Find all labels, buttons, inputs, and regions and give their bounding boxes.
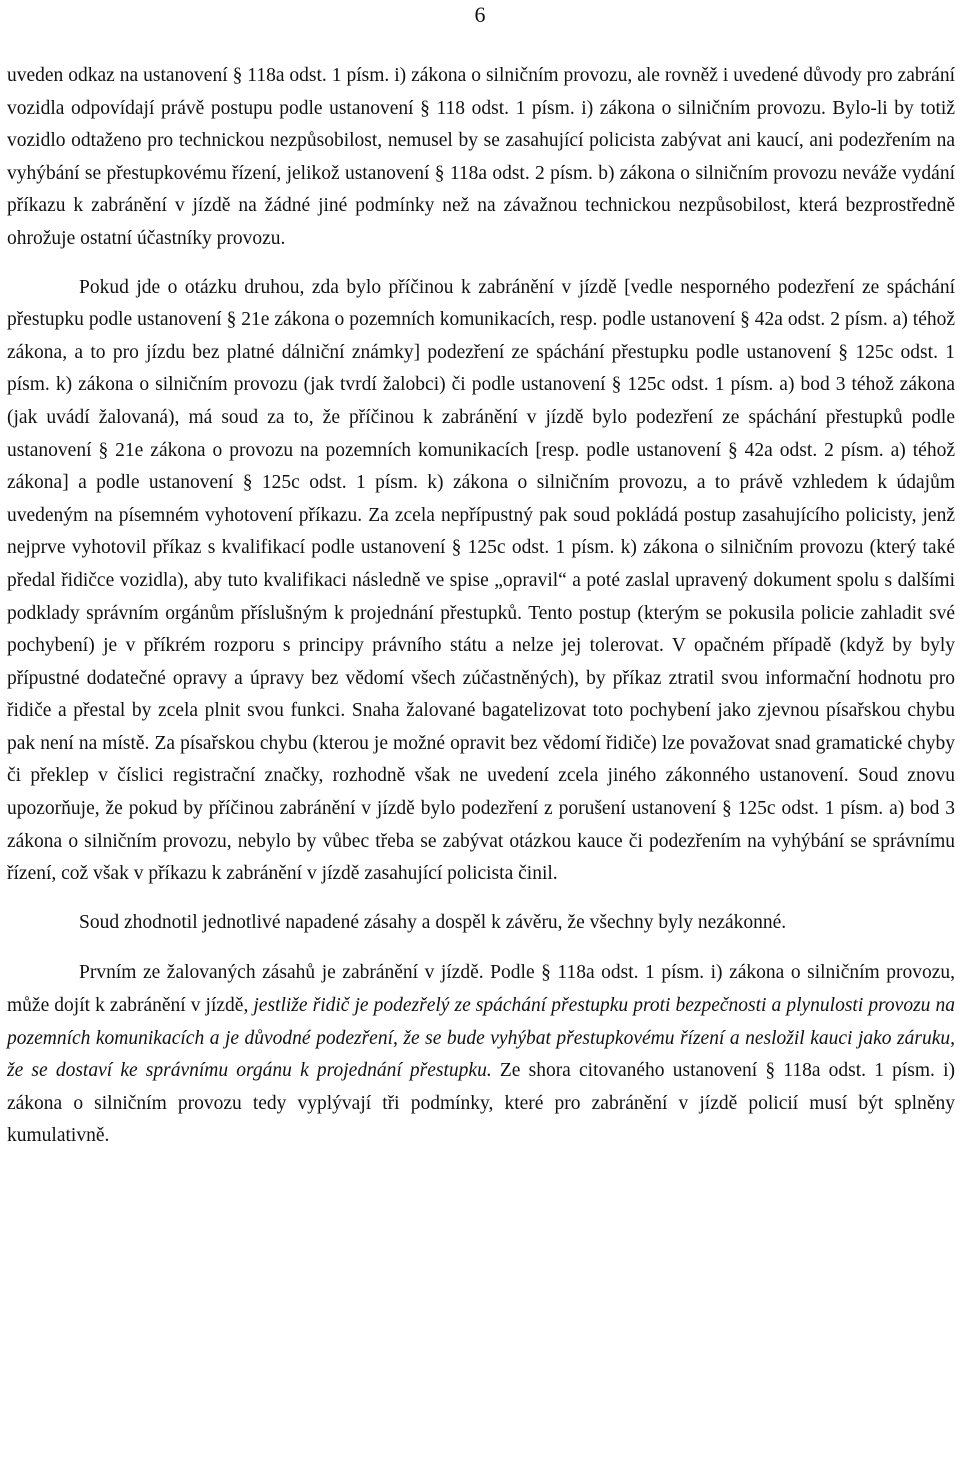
paragraph-4-lead: Prvním ze žalovaných zásahů je zabránění v jízdě. Podle § 118a odst. 1 písm. i) zákona o silničním provozu, může dojít k zabránění v jízdě, xyxy=(7,962,955,1017)
paragraph-4 xyxy=(7,957,955,1153)
paragraph-3: Soud zhodnotil jednotlivé napadené zásahy a dospěl k závěru, že všechny byly nezákonné. xyxy=(79,911,787,933)
paragraph-4-tail: Ze shora citovaného ustanovení § 118a odst. 1 písm. i) zákona o silničním provozu tedy vyplývají tři podmínky, které pro zabránění v jízdě policií musí být splněny kumulativně. xyxy=(7,1060,955,1147)
paragraph-2: Pokud jde o otázku druhou, zda bylo příčinou k zabránění v jízdě [vedle nesporného podezření ze spáchání přestupku podle ustanovení § 21e zákona o pozemních komunikacích, resp. podle ustanovení § 42a odst. 2 písm. a) téhož zákona, a to pro jízdu bez platné dálniční známky] podezření ze spáchání přestupku podle ustanovení § 125c odst. 1 písm. k) zákona o silničním provozu (jak tvrdí žalobci) či podle ustanovení § 125c odst. 1 písm. a) bod 3 téhož zákona (jak uvádí žalovaná), má soud za to, že příčinou k zabránění v jízdě bylo podezření ze spáchání přestupků podle ustanovení § 21e zákona o provozu na pozemních komunikacích [resp. podle ustanovení § 42a odst. 2 písm. a) téhož zákona] a podle ustanovení § 125c odst. 1 písm. k) zákona o silničním provozu, a to právě vzhledem k údajům uvedeným na písemném vyhotovení příkazu. Za zcela nepřípustný pak soud pokládá postup zasahujícího policisty, jenž nejprve vyhotovil příkaz s kvalifikací podle ustanovení § 125c odst. 1 písm. k) zákona o silničním provozu (který také předal řidičce vozidla), aby tuto kvalifikaci následně ve spise „opravil“ a poté zaslal upravený dokument spolu s dalšími podklady správním orgánům příslušným k projednání přestupků. Tento postup (kterým se pokusila policie zahladit své pochybení) je v příkrém rozporu s principy právního státu a nelze jej tolerovat. V opačném případě (když by byly přípustné dodatečné opravy a úpravy bez vědomí všech zúčastněných), by příkaz ztratil svou informační hodnotu pro řidiče a přestal by zcela plnit svou funkci. Snaha žalované bagatelizovat toto pochybení jako zjevnou písařskou chybu pak není na místě. Za písařskou chybu (kterou je možné opravit bez vědomí řidiče) lze považovat snad gramatické chyby či překlep v číslici registrační značky, rozhodně však ne uvedení zcela jiného zákonného ustanovení. Soud znovu upozorňuje, že pokud by příčinou zabránění v jízdě bylo podezření z porušení ustanovení § 125c odst. 1 písm. a) bod 3 zákona o silničním provozu, nebylo by vůbec třeba se zabývat otázkou kauce či podezřením na vyhýbání se správnímu řízení, což však v příkazu k zabránění v jízdě zasahující policista činil. xyxy=(7,276,955,885)
paragraph-1: uveden odkaz na ustanovení § 118a odst. 1 písm. i) zákona o silničním provozu, ale rovněž i uvedené důvody pro zabrání vozidla odpovídají právě postupu podle ustanovení § 118 odst. 1 písm. i) zákona o silničním provozu. Bylo-li by totiž vozidlo odtaženo pro technickou nezpůsobilost, nemusel by se zasahující policista zabývat ani kaucí, ani podezřením na vyhýbání se přestupkovému řízení, jelikož ustanovení § 118a odst. 2 písm. b) zákona o silničním provozu neváže vydání příkazu k zabránění v jízdě na žádné jiné podmínky než na závažnou technickou nezpůsobilost, která bezprostředně ohrožuje ostatní účastníky provozu. xyxy=(7,65,955,249)
page-number: 6 xyxy=(474,2,486,27)
document-body xyxy=(7,60,955,1153)
statute-quote: jestliže řidič je podezřelý ze spáchání přestupku proti bezpečnosti a plynulosti provozu na pozemních komunikacích a je důvodné podezření, že se bude vyhýbat přestupkovému řízení a nesložil kauci jako záruku, že se dostaví ke správnímu orgánu k projednání přestupku. xyxy=(7,995,955,1082)
